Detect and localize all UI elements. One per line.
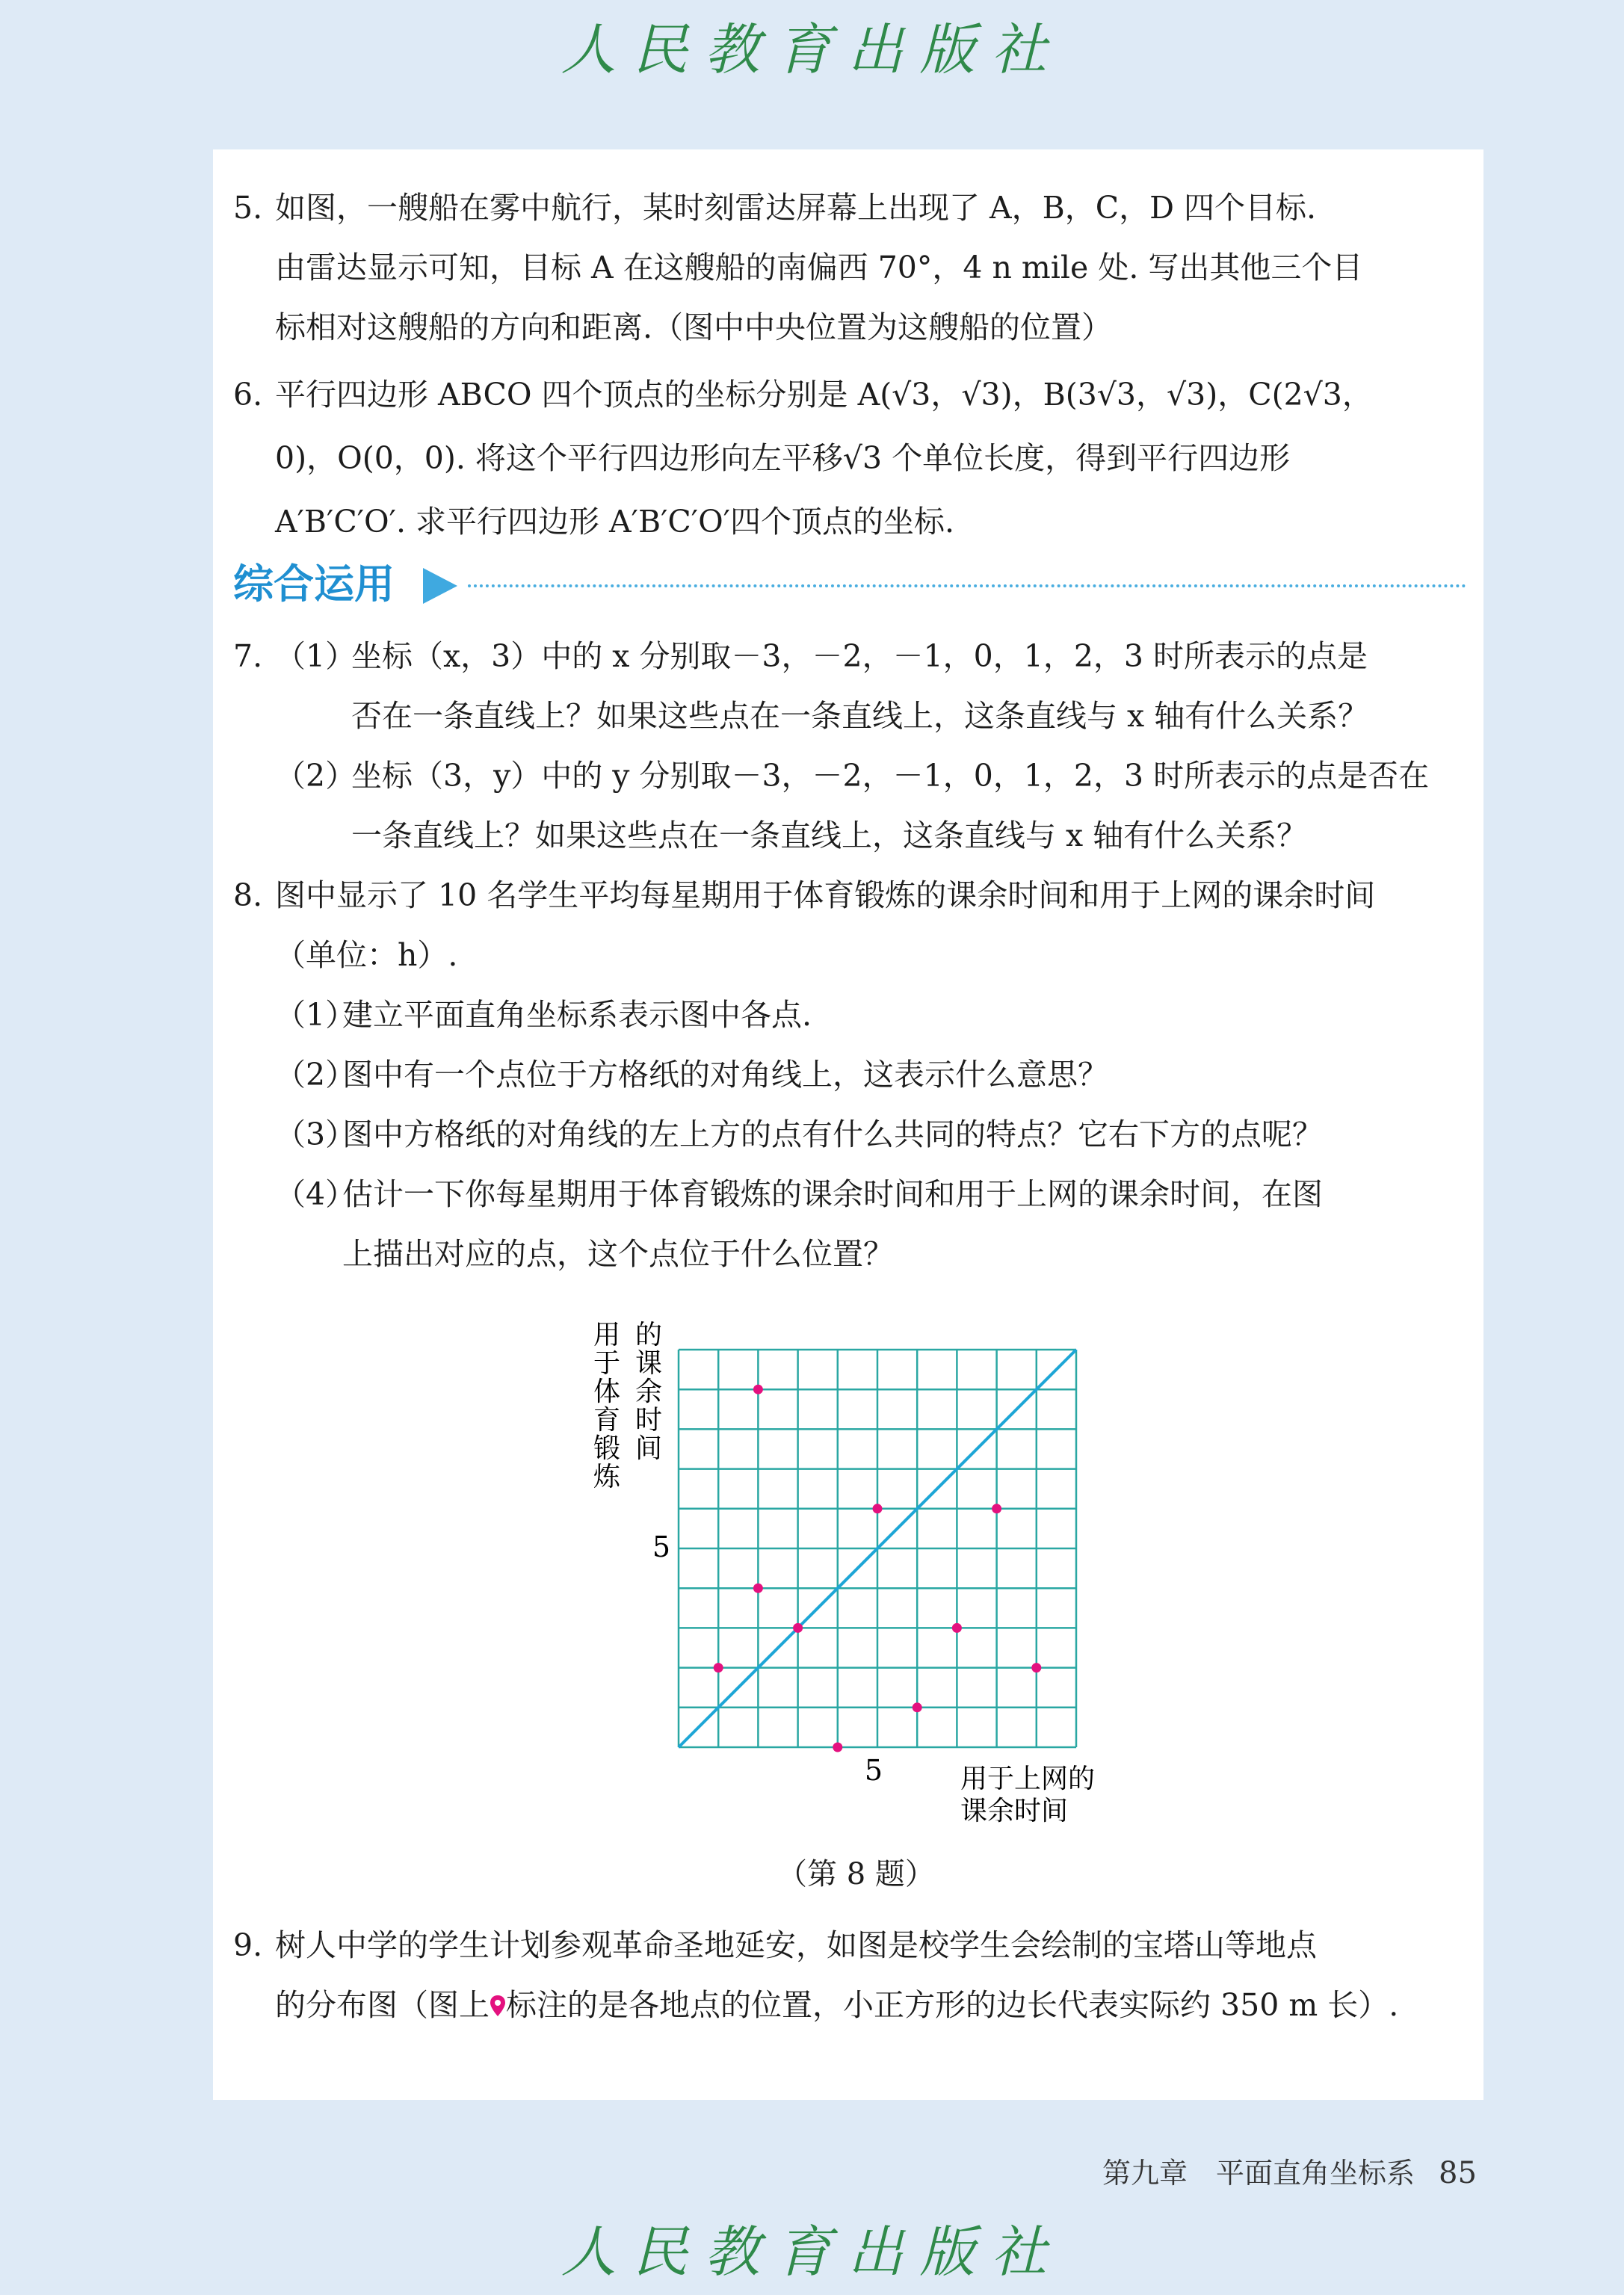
problem-5-number: 5.	[233, 190, 263, 226]
problem-7-part-1-line-1: 坐标（x，3）中的 x 分别取－3，－2，－1，0，1，2，3 时所表示的点是	[351, 638, 1368, 674]
data-point	[753, 1584, 763, 1593]
section-arrow-icon	[423, 568, 457, 604]
problem-9-line-2-end: 标注的是各地点的位置，小正方形的边长代表实际约 350 m 长）.	[506, 1987, 1399, 2023]
problem-5-line-1: 如图，一艘船在雾中航行，某时刻雷达屏幕上出现了 A，B，C，D 四个目标.	[275, 190, 1317, 226]
location-pin-icon	[490, 1995, 506, 2017]
problem-8-part-4-text: 估计一下你每星期用于体育锻炼的课余时间和用于上网的课余时间，在图	[342, 1176, 1323, 1212]
problem-7-part-2-line-1: 坐标（3，y）中的 y 分别取－3，－2，－1，0，1，2，3 时所表示的点是否在	[351, 758, 1430, 794]
problem-8-part-1-text: 建立平面直角坐标系表示图中各点.	[342, 997, 812, 1033]
problem-8-figure	[583, 1315, 1121, 1838]
publisher-logo-bottom: 人民教育出版社	[561, 2220, 1063, 2285]
data-point	[714, 1663, 723, 1672]
problem-7-part-1-label: （1）	[275, 638, 356, 674]
problem-8-part-4-line-2: 上描出对应的点，这个点位于什么位置？	[342, 1236, 894, 1272]
problem-8-part-2-text: 图中有一个点位于方格纸的对角线上，这表示什么意思？	[342, 1057, 1108, 1093]
x-tick-label: 5	[864, 1754, 883, 1787]
problem-6-line-1: 平行四边形 ABCO 四个顶点的坐标分别是 A(√3，√3)，B(3√3，√3)，C(2√3，	[275, 377, 1373, 413]
data-point	[833, 1743, 842, 1752]
problem-6-line-2: 0)，O(0，0). 将这个平行四边形向左平移√3 个单位长度，得到平行四边形	[275, 440, 1291, 476]
publisher-logo-top: 人民教育出版社	[561, 18, 1063, 82]
problem-8-line-1: 图中显示了 10 名学生平均每星期用于体育锻炼的课余时间和用于上网的课余时间	[275, 877, 1376, 913]
y-axis-label-col-2: 的课余时间	[635, 1320, 663, 1464]
y-tick-label: 5	[652, 1530, 671, 1563]
problem-7-number: 7.	[233, 638, 263, 674]
scatter-chart	[583, 1315, 1121, 1838]
problem-5-line-2: 由雷达显示可知，目标 A 在这艘船的南偏西 70°，4 n mile 处. 写出其他三个目	[275, 250, 1363, 285]
data-point	[913, 1702, 922, 1712]
problem-8-part-2-label: （2）	[275, 1057, 356, 1093]
x-axis-label-line-2: 课余时间	[960, 1796, 1069, 1826]
problem-8-part-3-text: 图中方格纸的对角线的左上方的点有什么共同的特点？它右下方的点呢？	[342, 1116, 1323, 1152]
problem-8-part-1-label: （1）	[275, 997, 356, 1033]
problem-7-part-1-line-2: 否在一条直线上？如果这些点在一条直线上，这条直线与 x 轴有什么关系？	[351, 698, 1369, 734]
data-point	[992, 1504, 1001, 1513]
problem-9-line-2	[275, 1983, 1398, 2027]
x-axis-label-line-1: 用于上网的	[960, 1764, 1096, 1794]
problem-6-line-3: A′B′C′O′. 求平行四边形 A′B′C′O′四个顶点的坐标.	[275, 504, 955, 540]
data-point	[952, 1623, 962, 1633]
figure-caption: （第 8 题）	[777, 1857, 935, 1891]
data-point	[793, 1623, 803, 1633]
problem-8-line-2: （单位：h）.	[275, 937, 458, 973]
problem-8-part-3-label: （3）	[275, 1116, 356, 1152]
problem-7-part-2-label: （2）	[275, 758, 356, 794]
problem-6-number: 6.	[233, 377, 263, 413]
data-point	[1031, 1663, 1041, 1672]
problem-9-number: 9.	[233, 1927, 263, 1963]
problem-7-part-2-line-2: 一条直线上？如果这些点在一条直线上，这条直线与 x 轴有什么关系？	[351, 818, 1308, 853]
section-header	[233, 555, 1466, 614]
y-axis-label-col-1: 用于体育锻炼	[593, 1320, 621, 1492]
problem-8-part-4-label: （4）	[275, 1176, 356, 1212]
problem-9-line-2-start: 的分布图（图上	[275, 1987, 490, 2023]
problem-5-line-3: 标相对这艘船的方向和距离.（图中中央位置为这艘船的位置）	[275, 309, 1113, 345]
data-point	[873, 1504, 883, 1513]
problem-9-line-1: 树人中学的学生计划参观革命圣地延安，如图是校学生会绘制的宝塔山等地点	[275, 1927, 1317, 1963]
data-point	[753, 1385, 763, 1394]
section-dotted-rule	[468, 584, 1466, 587]
problem-8-number: 8.	[233, 877, 263, 913]
footer-chapter: 第九章 平面直角坐标系	[1102, 2157, 1415, 2190]
page-number: 85	[1439, 2156, 1477, 2190]
section-title: 综合运用	[233, 560, 395, 608]
